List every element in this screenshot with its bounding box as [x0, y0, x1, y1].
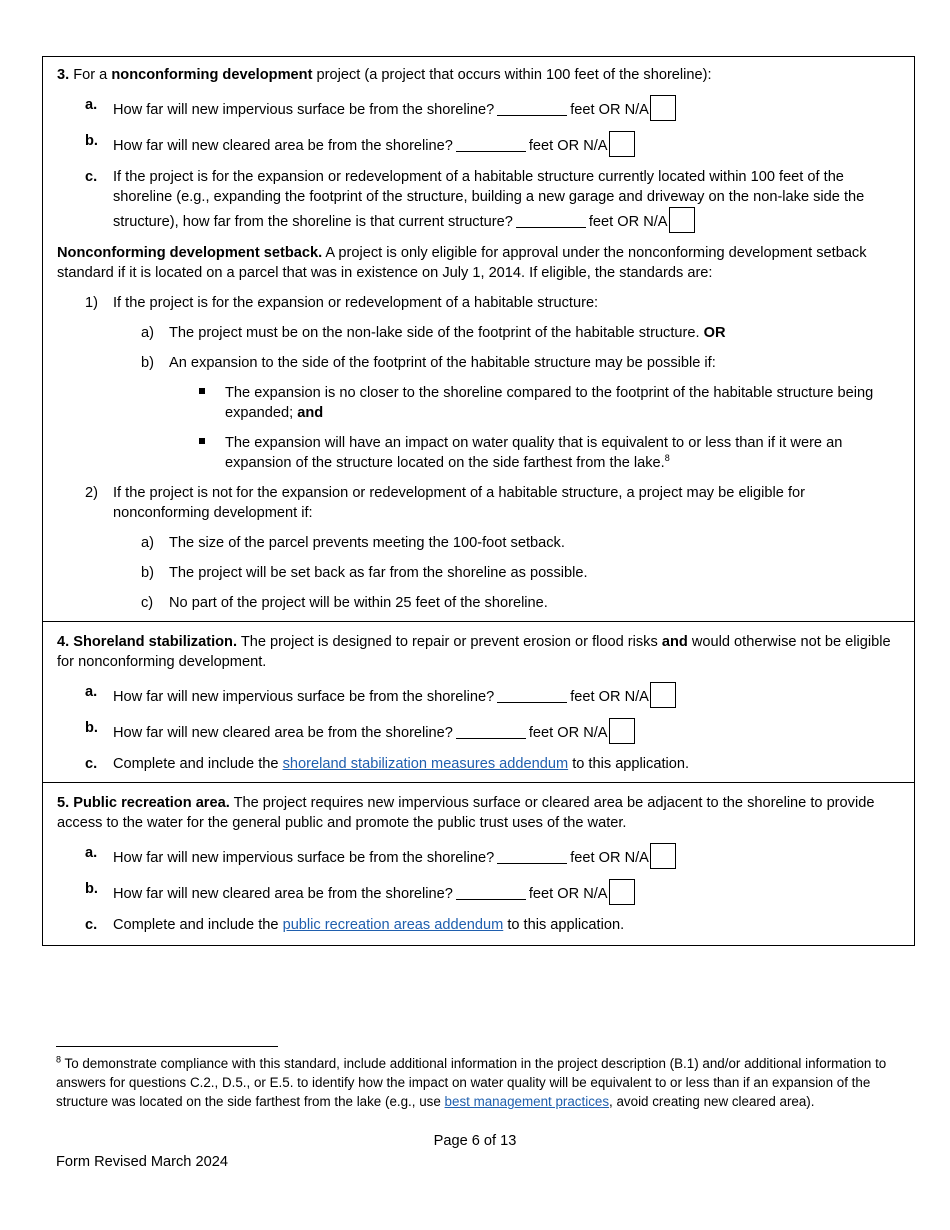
section-3-nonconforming [43, 57, 914, 622]
q4b-na-checkbox[interactable] [609, 718, 635, 744]
setback-bullet-2: The expansion will have an impact on water quality that is equivalent to or less than if it were an expansion of the structure located on the side farthest from the lake.$^8$ [57, 433, 900, 473]
q5a-distance-input[interactable] [497, 849, 567, 864]
setback-bullet-1: The expansion is no closer to the shoreline compared to the footprint of the habitable structure being expanded; and [57, 383, 900, 423]
q3c-distance-input[interactable] [516, 213, 586, 228]
footnote-divider [56, 1046, 278, 1047]
form-revised-date: Form Revised March 2024 [56, 1154, 228, 1170]
q4b-cleared: b. How far will new cleared area be from the shoreline? feet OR N/A [57, 718, 900, 744]
setback-item-1b: b) An expansion to the side of the footprint of the habitable structure may be possible if: [141, 355, 716, 371]
q3b-na-checkbox[interactable] [609, 131, 635, 157]
bullet-icon [199, 438, 205, 444]
setback-paragraph: Nonconforming development setback. A project is only eligible for approval under the nonconforming development setback standard if it is located on a parcel that was in existence on July 1, 2014. If eligible, the standards are: [57, 245, 867, 281]
q5b-na-checkbox[interactable] [609, 879, 635, 905]
footnote-ref[interactable]: 8 [664, 453, 670, 464]
section-3-heading: 3. For a nonconforming development project (a project that occurs within 100 feet of the shoreline): [57, 67, 712, 83]
q3a-na-checkbox[interactable] [650, 95, 676, 121]
form-sections [42, 56, 915, 946]
q3b-distance-input[interactable] [456, 137, 526, 152]
q4b-distance-input[interactable] [456, 724, 526, 739]
setback-item-2: 2) If the project is not for the expansion or redevelopment of a habitable structure, a project may be eligible for nonconforming development if: [85, 485, 805, 521]
q5a-na-checkbox[interactable] [650, 843, 676, 869]
q4a-distance-input[interactable] [497, 688, 567, 703]
setback-item-1: 1) If the project is for the expansion or redevelopment of a habitable structure: [85, 295, 599, 311]
public-recreation-addendum-link[interactable]: public recreation areas addendum [282, 917, 504, 933]
section-4-shoreland-stabilization [43, 622, 914, 783]
setback-item-2a: a) The size of the parcel prevents meeting the 100-foot setback. [141, 535, 565, 551]
setback-item-2b: b) The project will be set back as far from the shoreline as possible. [141, 565, 588, 581]
q5c-addendum: c. Complete and include the public recreation areas addendum to this application. [85, 917, 625, 933]
best-management-practices-link[interactable]: best management practices [444, 1094, 610, 1109]
q4c-addendum: c. Complete and include the shoreland stabilization measures addendum to this application. [85, 756, 690, 772]
setback-item-2c: c) No part of the project will be within 25 feet of the shoreline. [141, 595, 548, 611]
page-number: Page 6 of 13 [433, 1133, 517, 1149]
q5a-impervious: a. How far will new impervious surface be from the shoreline? feet OR N/A [57, 843, 900, 869]
bullet-icon [199, 388, 205, 394]
q5b-cleared: b. How far will new cleared area be from the shoreline? feet OR N/A [57, 879, 900, 905]
q4a-na-checkbox[interactable] [650, 682, 676, 708]
q3c-na-checkbox[interactable] [669, 207, 695, 233]
q3a-impervious: a. How far will new impervious surface be from the shoreline? feet OR N/A [57, 95, 900, 121]
section-4-heading: 4. Shoreland stabilization. The project is designed to repair or prevent erosion or flood risks and would otherwise not be eligible for nonconforming development. [57, 634, 891, 670]
q3b-cleared: b. How far will new cleared area be from the shoreline? feet OR N/A [57, 131, 900, 157]
q4a-impervious: a. How far will new impervious surface be from the shoreline? feet OR N/A [57, 682, 900, 708]
setback-item-1a: a) The project must be on the non-lake side of the footprint of the habitable structure. OR [141, 325, 726, 341]
section-5-public-recreation [43, 783, 914, 946]
q5b-distance-input[interactable] [456, 885, 526, 900]
section-5-heading: 5. Public recreation area. The project requires new impervious surface or cleared area be adjacent to the shoreline to provide access to the water for the general public and promote the public trust uses of the water. [57, 795, 875, 831]
shoreland-stabilization-addendum-link[interactable]: shoreland stabilization measures addendum [282, 756, 569, 772]
q3a-distance-input[interactable] [497, 101, 567, 116]
footnote: $^8$ To demonstrate compliance with this standard, include additional information in the project description (B.1) and/or additional information to answers for questions C.2., D.5., or E.5. to identify how the impact on water quality will be equivalent to or less than if an expansion of the structure was located on the side farthest from the lake (e.g., use best management practices, avoid creating new cleared area). [56, 1054, 887, 1109]
q3c-structure: c. If the project is for the expansion or redevelopment of a habitable structure currently located within 100 feet of the shoreline (e.g., expanding the footprint of the structure, building a new garage and driveway on the non-lake side the structure), how far from the shoreline is that current structure? feet OR N/A [57, 167, 900, 233]
